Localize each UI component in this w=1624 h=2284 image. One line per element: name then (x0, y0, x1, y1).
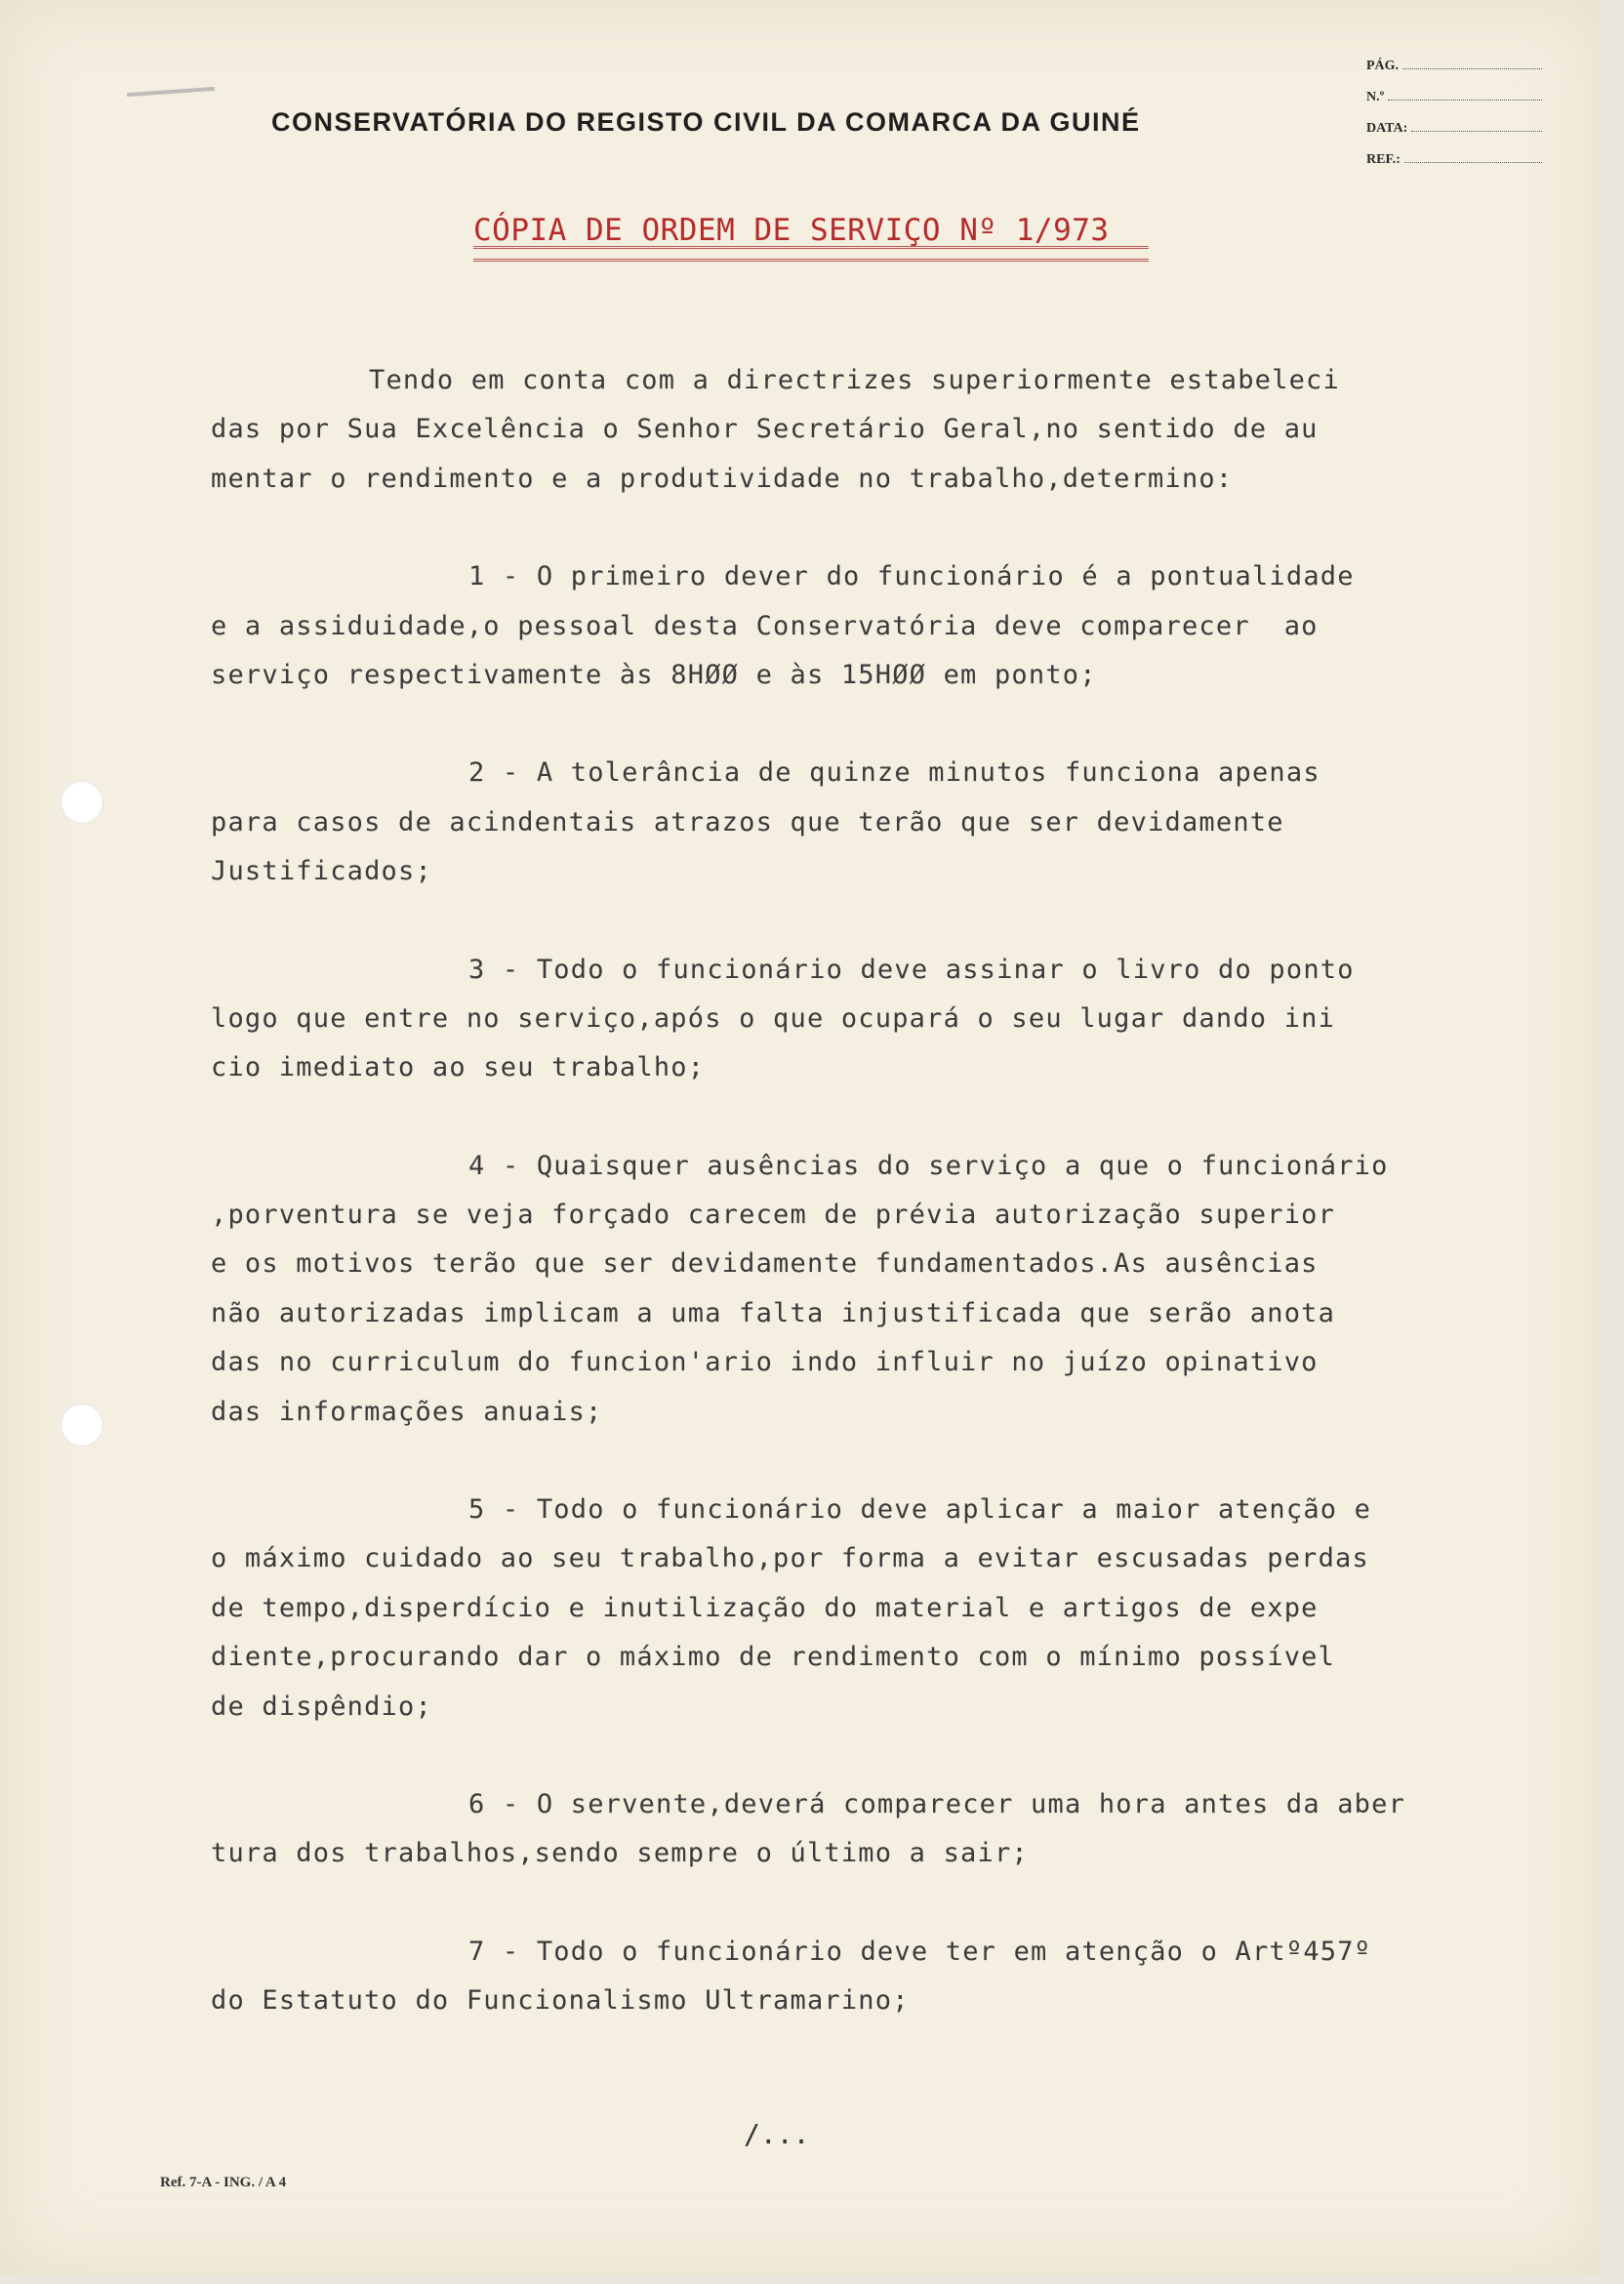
meta-num (1366, 88, 1542, 119)
text-line: ,porventura se veja forçado carecem de prévia autorização superior (211, 1200, 1336, 1231)
text-line: Tendo em conta com a directrizes superiormente estabeleci (369, 365, 1340, 395)
text-line: para casos de acindentais atrazos que terão que ser devidamente (211, 806, 1284, 837)
text-line: o máximo cuidado ao seu trabalho,por forma a evitar escusadas perdas (211, 1543, 1369, 1574)
item-5 (211, 1486, 1577, 1732)
item-3 (211, 946, 1577, 1093)
punch-hole (61, 781, 103, 824)
item-1 (211, 552, 1577, 700)
text-line: serviço respectivamente às 8HØØ e às 15HØØ em ponto; (211, 659, 1097, 690)
document-body (211, 356, 1577, 2075)
reference-box (1366, 57, 1542, 182)
text-line: e a assiduidade,o pessoal desta Conservatória deve comparecer ao (211, 610, 1319, 641)
meta-ref (1366, 150, 1542, 182)
text-line: cio imediato ao seu trabalho; (211, 1052, 706, 1083)
item-2 (211, 749, 1577, 896)
meta-pag-label: PÁG. (1366, 59, 1400, 73)
staple-mark (127, 87, 215, 97)
text-line: diente,procurando dar o máximo de rendimento com o mínimo possível (211, 1642, 1336, 1673)
item-4 (211, 1142, 1577, 1437)
text-line: Justificados; (211, 856, 432, 887)
intro-paragraph (211, 356, 1577, 504)
text-line: não autorizadas implicam a uma falta injustificada que serão anota (211, 1297, 1336, 1328)
text-line: 2 - A tolerância de quinze minutos funciona apenas (468, 757, 1320, 789)
document-title: CÓPIA DE ORDEM DE SERVIÇO Nº 1/973 (473, 213, 1110, 248)
continuation-mark: /... (744, 2118, 810, 2150)
text-line: e os motivos terão que ser devidamente fundamentados.As ausências (211, 1248, 1319, 1280)
title-underline (473, 246, 1149, 262)
text-line: das por Sua Excelência o Senhor Secretário Geral,no sentido de au (211, 414, 1319, 445)
meta-ref-label: REF.: (1366, 152, 1401, 167)
text-line: 1 - O primeiro dever do funcionário é a pontualidade (468, 561, 1355, 592)
text-line: 7 - Todo o funcionário deve ter em atenção o Artº457º (468, 1936, 1372, 1967)
text-line: de tempo,disperdício e inutilização do material e artigos de expe (211, 1592, 1319, 1623)
text-line: das no curriculum do funcion'ario indo influir no juízo opinativo (211, 1347, 1319, 1378)
text-line: das informações anuais; (211, 1396, 603, 1427)
meta-num-label: N.º (1366, 90, 1385, 104)
office-header: CONSERVATÓRIA DO REGISTO CIVIL DA COMARCA DA GUINÉ (271, 107, 1141, 137)
meta-data (1366, 119, 1542, 150)
item-6 (211, 1780, 1577, 1879)
meta-pag (1366, 57, 1542, 88)
punch-hole (61, 1404, 103, 1447)
text-line: do Estatuto do Funcionalismo Ultramarino; (211, 1985, 910, 2017)
text-line: 3 - Todo o funcionário deve assinar o livro do ponto (468, 954, 1355, 985)
text-line: tura dos trabalhos,sendo sempre o último a sair; (211, 1838, 1029, 1869)
text-line: de dispêndio; (211, 1691, 432, 1722)
text-line: 4 - Quaisquer ausências do serviço a que o funcionário (468, 1150, 1389, 1181)
text-line: mentar o rendimento e a produtividade no trabalho,determino: (211, 463, 1234, 494)
text-line: logo que entre no serviço,após o que ocupará o seu lugar dando ini (211, 1002, 1336, 1034)
text-line: 6 - O servente,deverá comparecer uma hora antes da aber (468, 1788, 1406, 1819)
text-line: 5 - Todo o funcionário deve aplicar a maior atenção e (468, 1494, 1372, 1526)
form-reference: Ref. 7-A - ING. / A 4 (160, 2175, 287, 2190)
item-7 (211, 1928, 1577, 2026)
meta-data-label: DATA: (1366, 121, 1408, 136)
